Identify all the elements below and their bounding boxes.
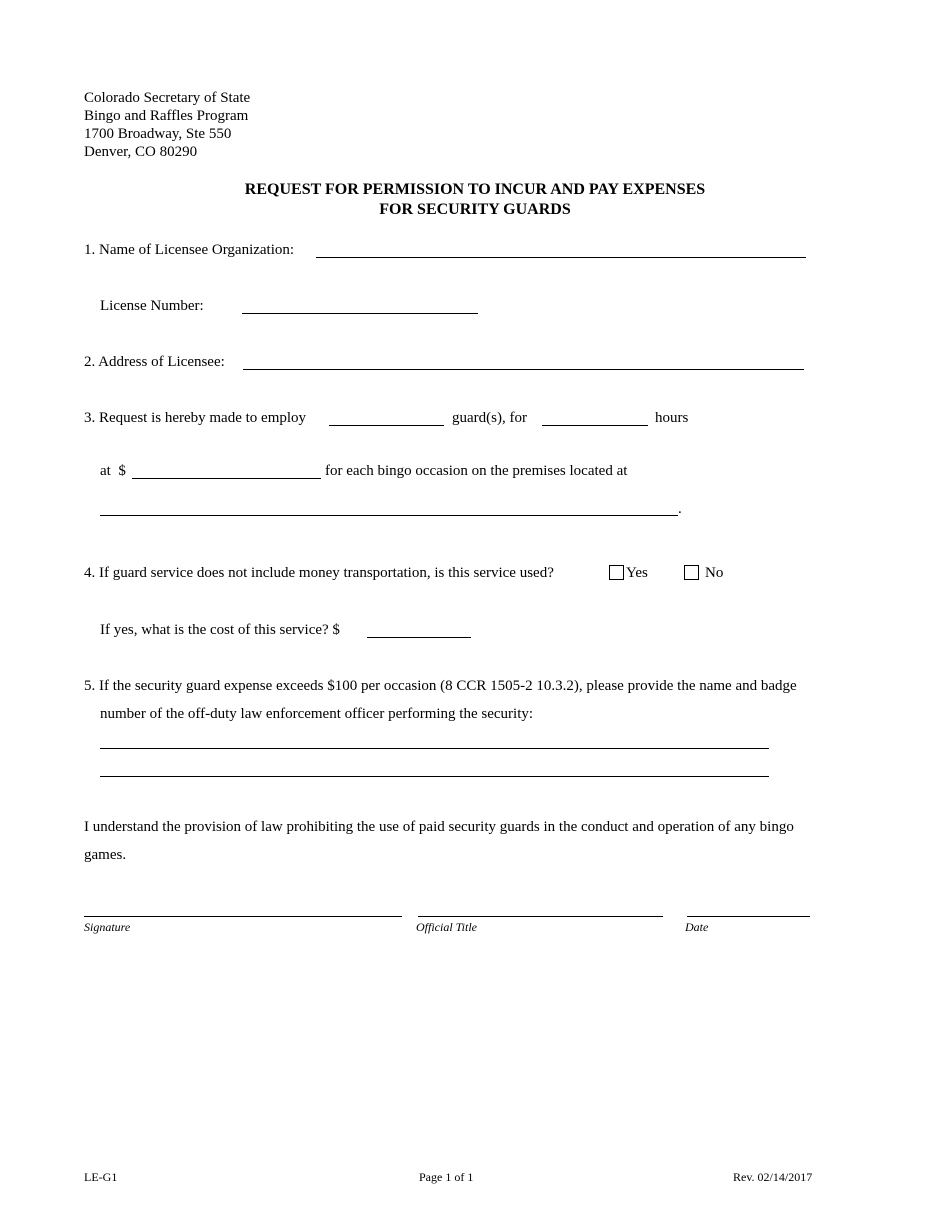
officer-name-badge-field-2[interactable]	[100, 776, 769, 777]
officer-name-badge-field-1[interactable]	[100, 748, 769, 749]
security-expense-question-line-1: 5. If the security guard expense exceeds $100 per occasion (8 CCR 1505-2 10.3.2), please provide the name and badge	[84, 678, 797, 694]
signature-label: Signature	[84, 920, 131, 934]
yes-label: Yes	[626, 565, 648, 581]
licensee-address-field[interactable]	[243, 369, 804, 370]
license-number-label: License Number:	[100, 298, 204, 314]
page-number: Page 1 of 1	[419, 1170, 474, 1184]
bingo-occasion-label: for each bingo occasion on the premises located at	[325, 463, 628, 479]
no-checkbox[interactable]	[684, 565, 699, 580]
address-line-2: Bingo and Raffles Program	[84, 108, 249, 124]
agency-address	[84, 89, 250, 161]
form-id: LE-G1	[84, 1170, 118, 1184]
acknowledgement-line-2: games.	[84, 847, 127, 863]
signature-field[interactable]	[84, 916, 402, 917]
rate-dollar-label: at $	[100, 463, 126, 479]
date-field[interactable]	[687, 916, 810, 917]
address-line-4: Denver, CO 80290	[84, 144, 198, 160]
guard-count-field[interactable]	[329, 425, 444, 426]
premises-location-field[interactable]	[100, 515, 678, 516]
address-line-3: 1700 Broadway, Ste 550	[84, 126, 232, 142]
service-cost-label: If yes, what is the cost of this service? $	[100, 622, 340, 638]
hours-label: hours	[655, 410, 689, 426]
no-label: No	[705, 565, 724, 581]
guards-label: guard(s), for	[452, 410, 527, 426]
licensee-name-field[interactable]	[316, 257, 806, 258]
licensee-address-label: 2. Address of Licensee:	[84, 354, 225, 370]
service-cost-field[interactable]	[367, 637, 471, 638]
employ-request-label: 3. Request is hereby made to employ	[84, 410, 307, 426]
revision-date: Rev. 02/14/2017	[733, 1170, 813, 1184]
form-title-line-2: FOR SECURITY GUARDS	[379, 201, 571, 218]
money-transport-question: 4. If guard service does not include money transportation, is this service used?	[84, 565, 554, 581]
form-title-line-1: REQUEST FOR PERMISSION TO INCUR AND PAY EXPENSES	[244, 181, 706, 198]
licensee-name-label: 1. Name of Licensee Organization:	[84, 242, 295, 258]
acknowledgement-line-1: I understand the provision of law prohibiting the use of paid security guards in the conduct and operation of any bingo	[84, 819, 794, 835]
hourly-rate-field[interactable]	[132, 478, 321, 479]
security-expense-question-line-2: number of the off-duty law enforcement officer performing the security:	[100, 706, 534, 722]
official-title-label: Official Title	[416, 920, 478, 934]
license-number-field[interactable]	[242, 313, 478, 314]
official-title-field[interactable]	[418, 916, 663, 917]
date-label: Date	[685, 920, 709, 934]
yes-checkbox[interactable]	[609, 565, 624, 580]
hours-field[interactable]	[542, 425, 648, 426]
premises-period: .	[678, 501, 682, 517]
address-line-1: Colorado Secretary of State	[84, 90, 251, 106]
